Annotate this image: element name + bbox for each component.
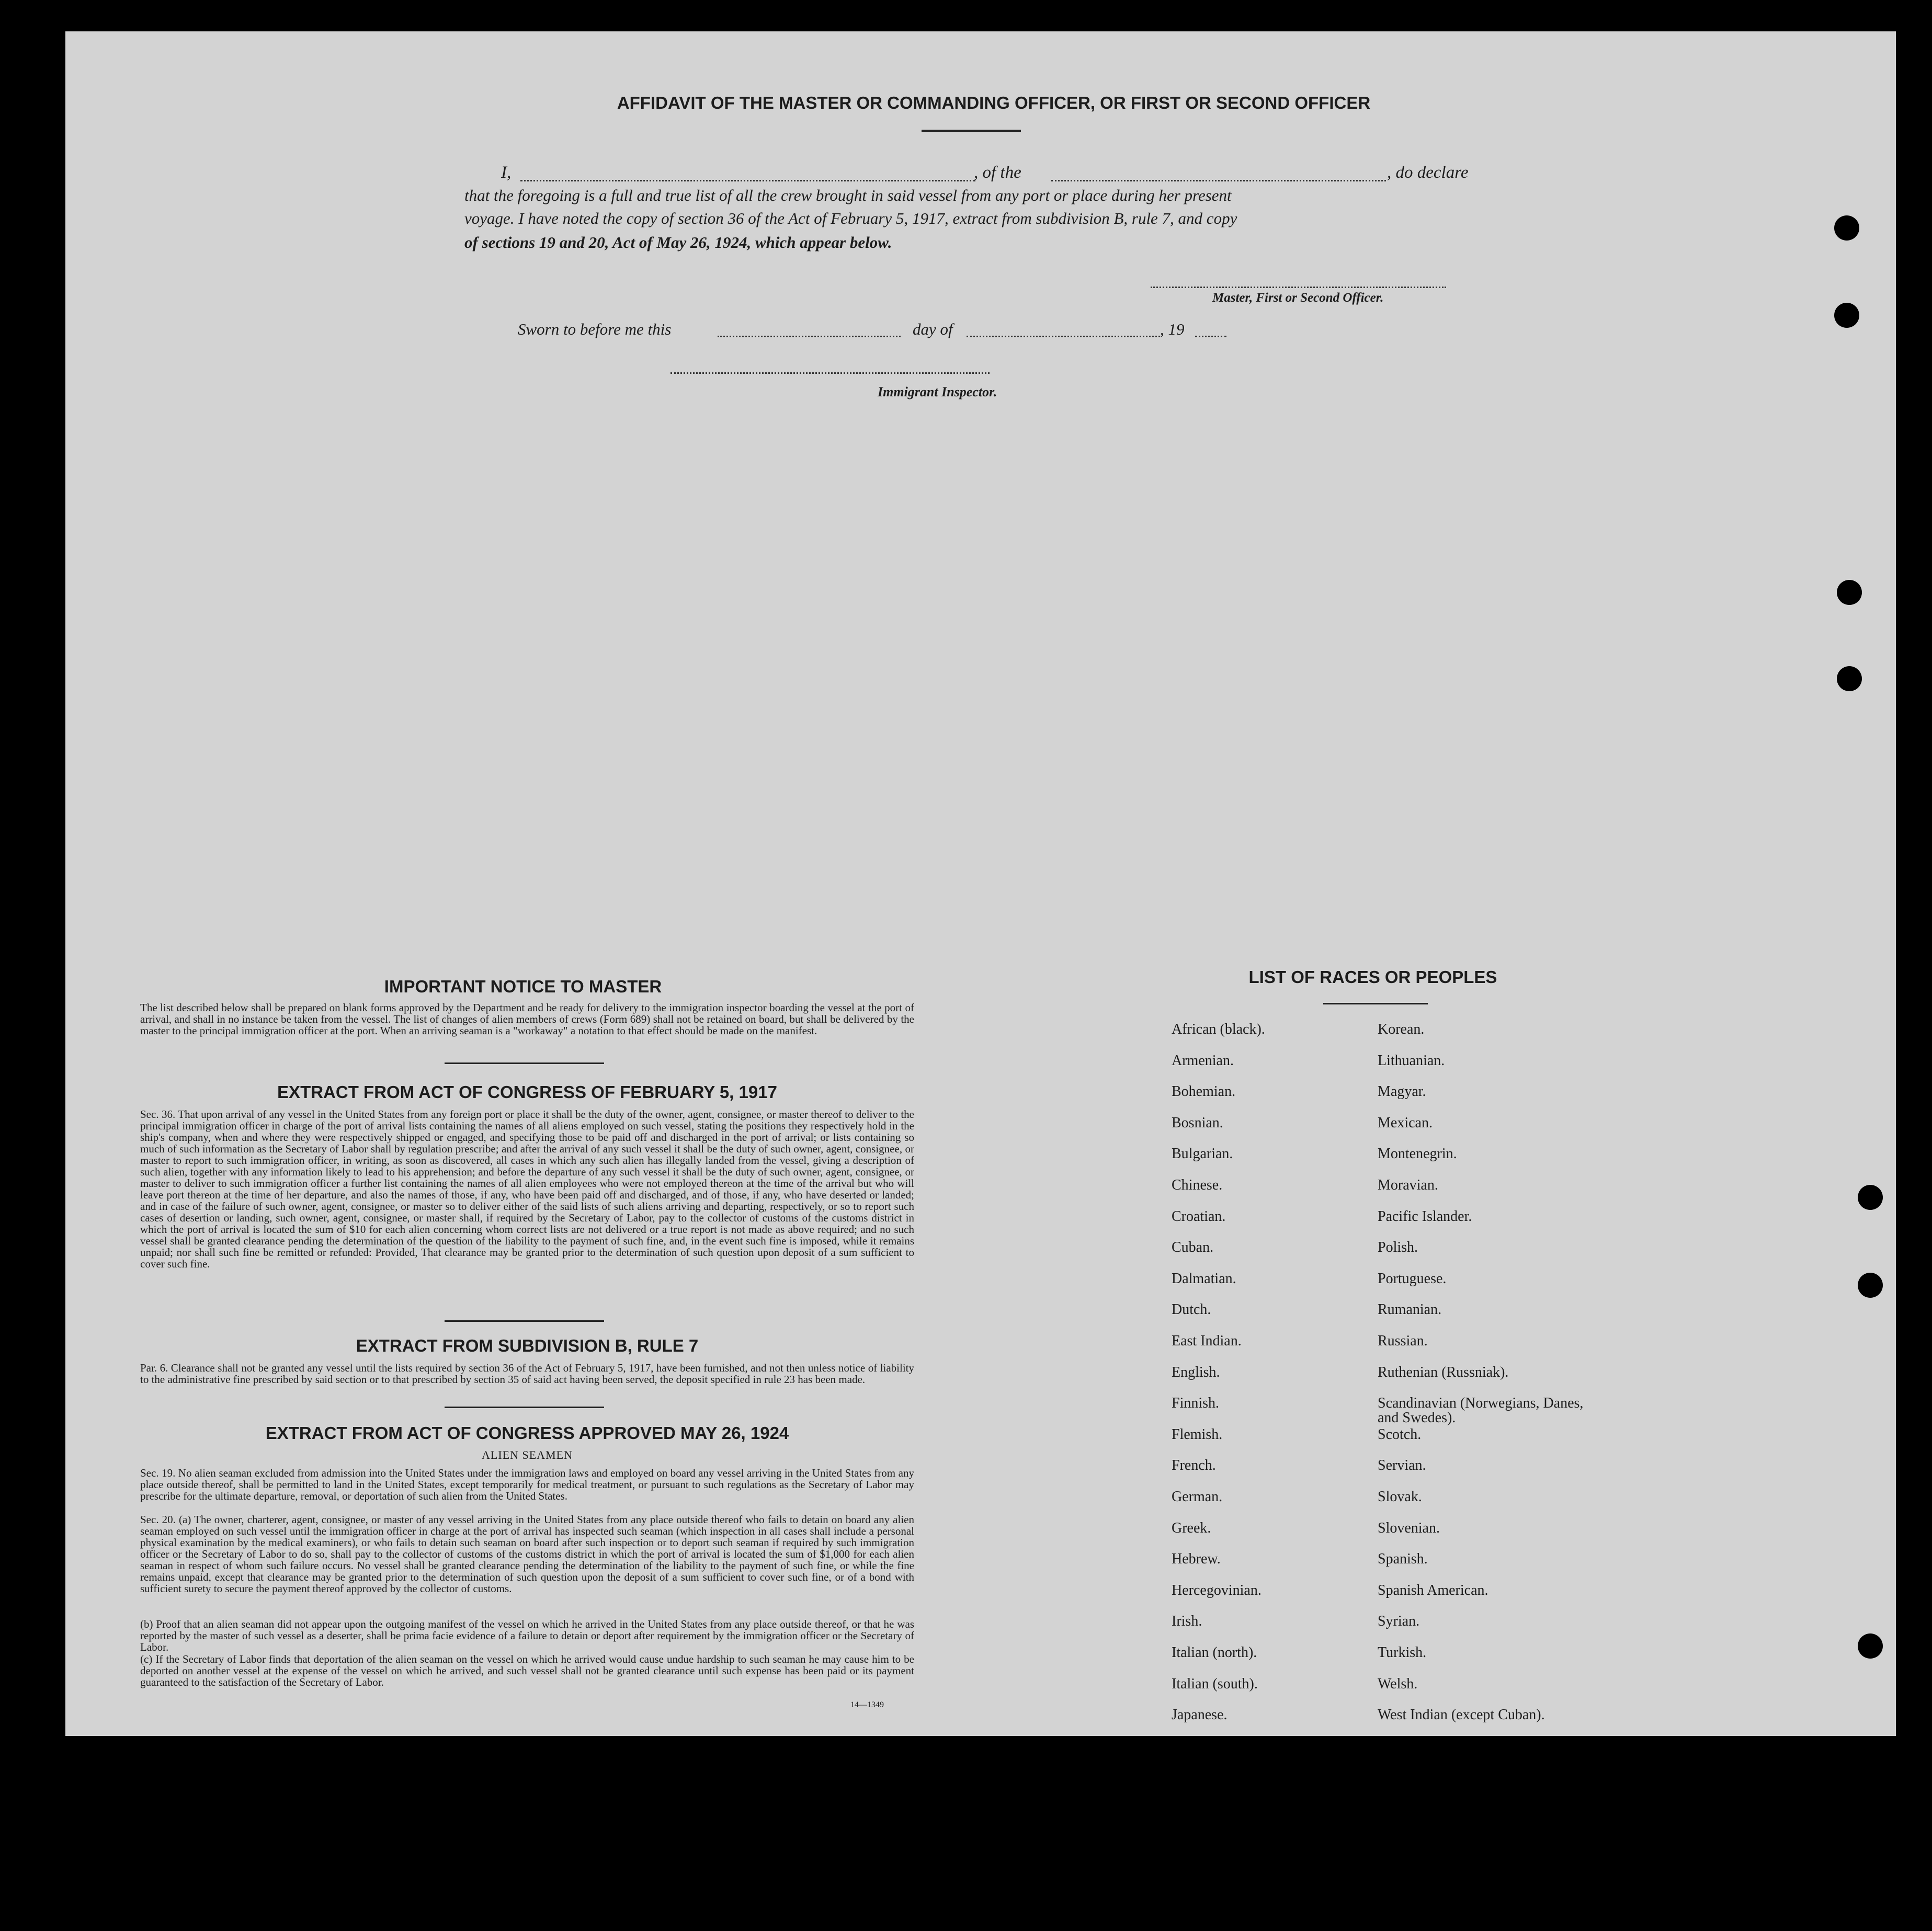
extract-1924-sec19: Sec. 19. No alien seaman excluded from admission into the United States under the immigration laws and employed on board any vessel arriving in the United States from any place outside thereof, shall be permitted to land in the United States, except temporarily for medical treatment, or pursuant to such regulations as the Secretary of Labor may prescribe for the ultimate departure, removal, or deportation of such alien from the United States.	[140, 1467, 914, 1502]
sworn-month-blank[interactable]	[967, 336, 1160, 337]
race-item: Lithuanian.	[1378, 1052, 1445, 1069]
notice-body: The list described below shall be prepared on blank forms approved by the Department and be ready for delivery to the immigration inspector boarding the vessel at the port of arrival, and shall in no instance be taken from the vessel. The list of changes of alien members of crews (Form 689) shall not be retained on board, but shall be delivered by the master to the principal immigration officer at the port. When an arriving seaman is a "workaway" a notation to that effect should be made on the manifest.	[140, 1001, 914, 1037]
race-item: Dalmatian.	[1172, 1270, 1236, 1287]
race-item: Cuban.	[1172, 1239, 1214, 1256]
race-item: German.	[1172, 1489, 1223, 1505]
race-item: African (black).	[1172, 1021, 1265, 1037]
section-rule	[445, 1062, 604, 1064]
declaration-line-4: of sections 19 and 20, Act of May 26, 1924, which appear below.	[464, 233, 892, 252]
race-item: Montenegrin.	[1378, 1146, 1457, 1162]
inspector-signature-line[interactable]	[670, 372, 990, 374]
binder-hole	[1858, 1273, 1883, 1298]
binder-hole	[1834, 215, 1859, 241]
extract-rule7-title: EXTRACT FROM SUBDIVISION B, RULE 7	[356, 1336, 699, 1355]
extract-1924-sec20b: (b) Proof that an alien seaman did not appear upon the outgoing manifest of the vessel on which he arrived in the United States from any place outside thereof, or that he was reported by the master of such vessel as a deserter, shall be prima facie evidence of a failure to detain or deport after requirement by the immigration officer or the Secretary of Labor.	[140, 1618, 914, 1653]
race-item: Finnish.	[1172, 1395, 1220, 1412]
master-signature-label: Master, First or Second Officer.	[1212, 291, 1384, 305]
race-item: Spanish American.	[1378, 1582, 1488, 1598]
name-blank[interactable]	[520, 180, 975, 181]
declaration-line-2: that the foregoing is a full and true list of all the crew brought in said vessel from any port or place during her present	[464, 186, 1232, 204]
vessel-blank[interactable]	[1051, 180, 1386, 181]
race-item: Scotch.	[1378, 1426, 1422, 1443]
i-label: I,	[501, 163, 512, 182]
race-item: Bosnian.	[1172, 1114, 1223, 1131]
extract-1924-sec20c: (c) If the Secretary of Labor finds that deportation of the alien seaman on the vessel on which he arrived would cause undue hardship to such seaman he may cause him to be deported on another vessel at the expense of the vessel on which he arrived, and such vessel shall not be granted clearance until such expense has been paid or its payment guaranteed to the satisfaction of the Secretary of Labor.	[140, 1653, 914, 1688]
race-item: Pacific Islander.	[1378, 1208, 1472, 1225]
race-item: Croatian.	[1172, 1208, 1226, 1225]
do-declare-label: , do declare	[1387, 163, 1469, 182]
race-item: Servian.	[1378, 1457, 1426, 1474]
day-of-label: day of	[913, 320, 953, 338]
binder-hole	[1837, 580, 1862, 605]
races-title-rule	[1323, 1003, 1428, 1004]
race-item: Mexican.	[1378, 1114, 1433, 1131]
extract-1917-body: Sec. 36. That upon arrival of any vessel in the United States from any foreign port or place it shall be the duty of the owner, agent, consignee, or master thereof to deliver to the principal immigration officer in charge of the port of arrival lists containing the names of all aliens employed on such vessel, stating the positions they respectively hold in the ship's company, when and where they were respectively shipped or engaged, and specifying those to be paid off and discharged in the port of arrival; or lists containing so much of such information as the Secretary of Labor shall by regulation prescribe; and after the arrival of any such vessel it shall be the duty of such owner, agent, consignee, or master to report to such immigration officer, in writing, as soon as discovered, all cases in which any such alien has illegally landed from the vessel, giving a description of such alien, together with any information likely to lead to his apprehension; and before the departure of any such vessel it shall be the duty of such owner, agent, consignee, or master to deliver to such immigration officer a further list containing the names of all alien employees who were not employed thereon at the time of the arrival but who will leave port thereon at the time of her departure, and also the names of those, if any, who have been paid off and discharged, and of those, if any, who have deserted or landed; and in case of the failure of such owner, agent, consignee, or master so to deliver either of the said lists of such aliens arriving and departing, respectively, or so to report such cases of desertion or landing, such owner, agent, consignee, or master shall, if required by the Secretary of Labor, pay to the collector of customs of the customs district in which the port of arrival is located the sum of $10 for each alien concerning whom correct lists are not delivered or a true report is not made as above required; and no such vessel shall be granted clearance pending the determination of the question of the liability to the payment of such fine, and, in the event such fine is imposed, while it remains unpaid; nor shall such fine be remitted or refunded: Provided, That clearance may be granted prior to the determination of such question upon deposit of a sum sufficient to cover such fine.	[140, 1108, 914, 1270]
race-item: Spanish.	[1378, 1551, 1428, 1568]
race-item: Italian (south).	[1172, 1675, 1258, 1692]
extract-1917-title: EXTRACT FROM ACT OF CONGRESS OF FEBRUARY 5, 1917	[277, 1082, 777, 1102]
race-item: Rumanian.	[1378, 1301, 1442, 1318]
race-item: Syrian.	[1378, 1613, 1420, 1630]
inspector-label: Immigrant Inspector.	[878, 384, 997, 399]
section-rule	[445, 1407, 604, 1408]
extract-1924-sec20a: Sec. 20. (a) The owner, charterer, agent, consignee, or master of any vessel arriving in the United States from any place outside thereof who fails to detain on board any alien seaman employed on such vessel until the immigration officer in charge at the port of arrival has inspected such seaman (which inspection in all cases shall include a personal physical examination by the medical examiners), or who fails to detain such seaman on board after such inspection or to deport such seaman if required by such immigration officer or the Secretary of Labor to do so, shall pay to the collector of customs of the customs district in which the port of arrival is located the sum of $1,000 for each alien seaman in respect of whom such failure occurs. No vessel shall be granted clearance pending the determination of the liability to the payment of such fine, or while the fine remains unpaid, except that clearance may be granted prior to the determination of such question upon the deposit of a sum sufficient to cover such fine, or of a bond with sufficient surety to secure the payment thereof approved by the collector of customs.	[140, 1513, 914, 1595]
race-item: Chinese.	[1172, 1177, 1223, 1193]
race-item: Ruthenian (Russniak).	[1378, 1364, 1509, 1380]
race-item: Polish.	[1378, 1239, 1418, 1256]
race-item: Russian.	[1378, 1333, 1428, 1349]
race-item: Slovenian.	[1378, 1519, 1440, 1536]
race-item: Irish.	[1172, 1613, 1202, 1630]
race-item: Greek.	[1172, 1519, 1211, 1536]
race-item: Slovak.	[1378, 1489, 1422, 1505]
race-item: Hebrew.	[1172, 1551, 1221, 1568]
race-item: Armenian.	[1172, 1052, 1234, 1069]
affidavit-title: AFFIDAVIT OF THE MASTER OR COMMANDING OFFICER, OR FIRST OR SECOND OFFICER	[617, 93, 1371, 112]
race-item: Italian (north).	[1172, 1644, 1257, 1661]
of-the-label: , of the	[974, 163, 1021, 182]
race-item: Welsh.	[1378, 1675, 1418, 1692]
declaration-line-3: voyage. I have noted the copy of section 36 of the Act of February 5, 1917, extract from subdivision B, rule 7, and copy	[464, 209, 1237, 227]
race-item: Hercegovinian.	[1172, 1582, 1262, 1598]
race-item: Magyar.	[1378, 1083, 1426, 1100]
binder-hole	[1858, 1633, 1883, 1659]
extract-1924-title: EXTRACT FROM ACT OF CONGRESS APPROVED MAY 26, 1924	[265, 1423, 789, 1443]
race-item: French.	[1172, 1457, 1216, 1474]
sworn-year-blank[interactable]	[1195, 336, 1226, 337]
race-item: East Indian.	[1172, 1333, 1242, 1349]
year-label: , 19	[1160, 320, 1185, 338]
extract-rule7-body: Par. 6. Clearance shall not be granted any vessel until the lists required by section 36 of the Act of February 5, 1917, have been furnished, and not then unless notice of liability to the administrative fine prescribed by said section or to that prescribed by section 35 of said act having been served, the deposit specified in rule 23 has been made.	[140, 1362, 914, 1386]
race-item: Turkish.	[1378, 1644, 1427, 1661]
race-item: Portuguese.	[1378, 1270, 1447, 1287]
race-item: English.	[1172, 1364, 1220, 1380]
race-item: Bulgarian.	[1172, 1146, 1233, 1162]
sworn-label: Sworn to before me this	[518, 320, 672, 338]
race-item: Moravian.	[1378, 1177, 1438, 1193]
master-signature-line[interactable]	[1151, 287, 1446, 288]
races-title: LIST OF RACES OR PEOPLES	[1248, 967, 1497, 987]
notice-title: IMPORTANT NOTICE TO MASTER	[384, 977, 662, 996]
race-item: Bohemian.	[1172, 1083, 1236, 1100]
race-item: Dutch.	[1172, 1301, 1211, 1318]
race-item: West Indian (except Cuban).	[1378, 1707, 1545, 1723]
title-rule	[922, 130, 1021, 132]
sworn-day-blank[interactable]	[718, 336, 901, 337]
extract-1924-subtitle: ALIEN SEAMEN	[482, 1448, 573, 1461]
binder-hole	[1858, 1185, 1883, 1210]
race-item: Korean.	[1378, 1021, 1425, 1037]
section-rule	[445, 1320, 604, 1322]
form-number: 14—1349	[850, 1700, 884, 1709]
race-item: Flemish.	[1172, 1426, 1223, 1443]
binder-hole	[1837, 666, 1862, 691]
race-item: Japanese.	[1172, 1707, 1228, 1723]
race-item: Scandinavian (Norwegians, Danes, and Swedes).	[1378, 1395, 1584, 1426]
binder-hole	[1834, 303, 1859, 328]
